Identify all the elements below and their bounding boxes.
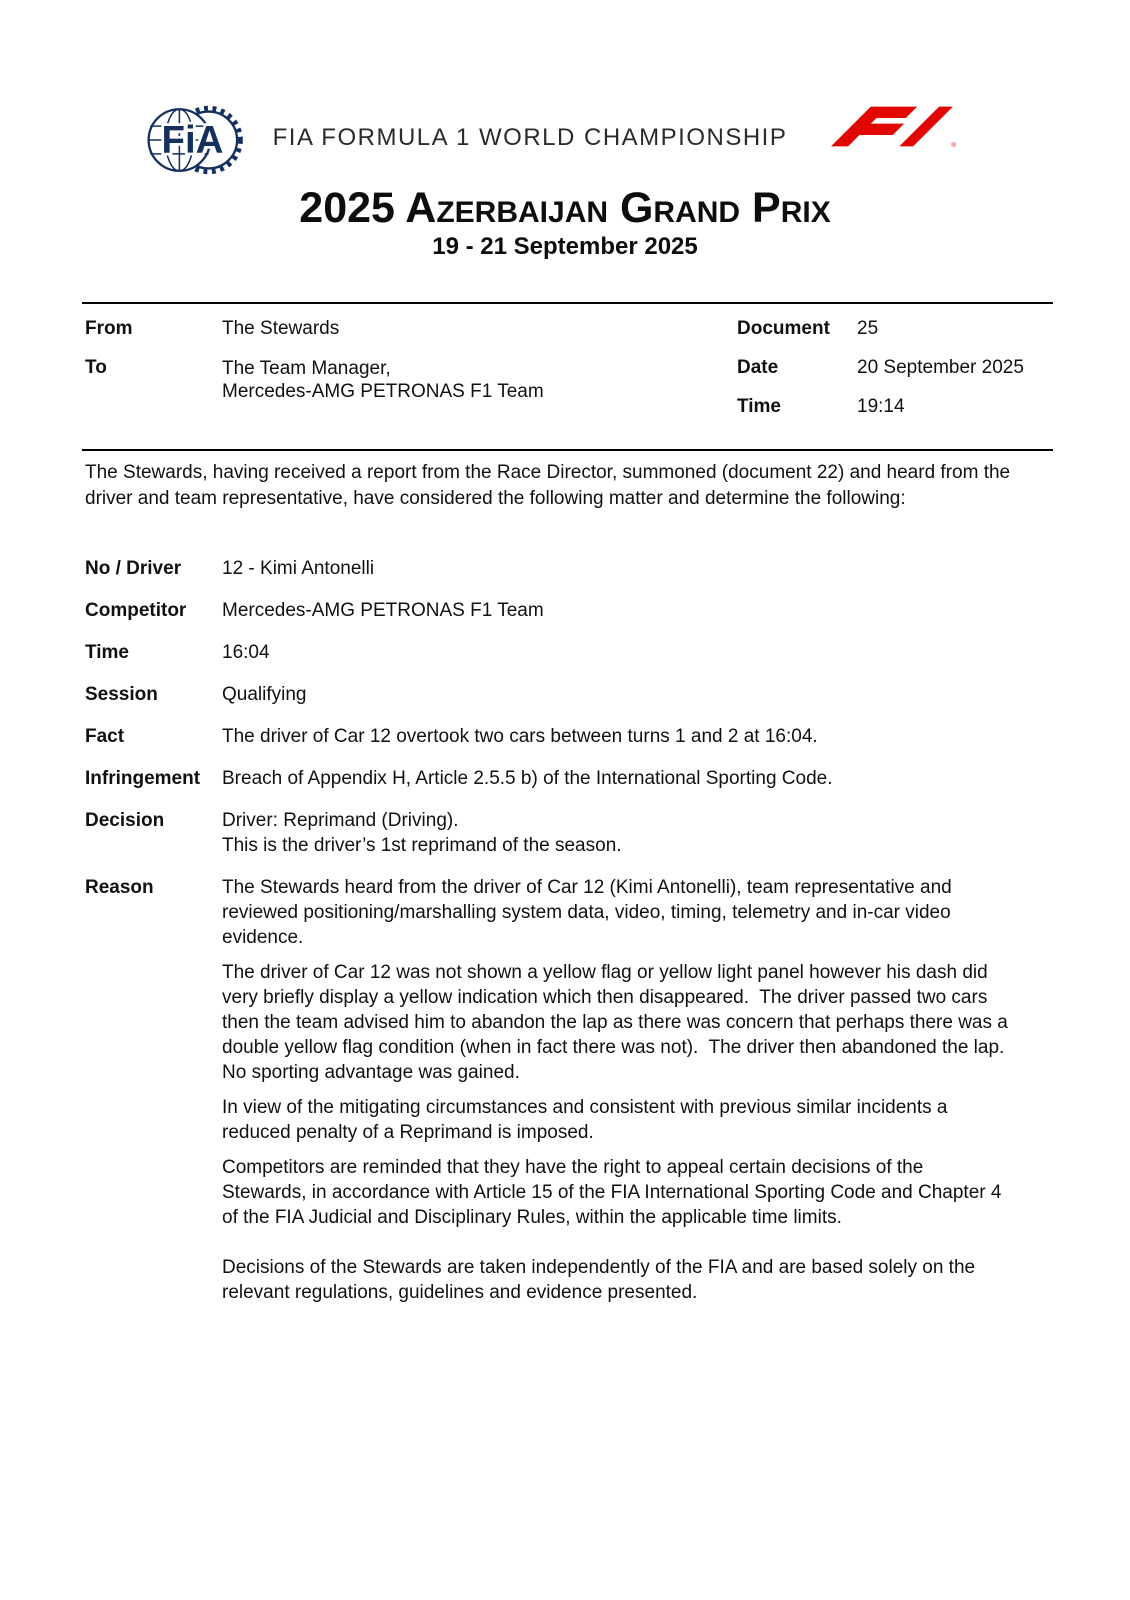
f1-logo-icon (831, 104, 957, 162)
date-label: Date (737, 357, 779, 378)
reason-paragraph-3: In view of the mitigating circumstances and consistent with previous similar incidents a reduced penalty of a Reprimand is imposed. (222, 1097, 953, 1143)
no-driver-label: No / Driver (85, 558, 182, 579)
divider-bottom (82, 449, 1053, 451)
decision-line-1: Driver: Reprimand (Driving). (222, 810, 459, 831)
to-label: To (85, 357, 107, 378)
decision-label: Decision (85, 810, 165, 831)
document-value: 25 (857, 318, 879, 339)
reason-paragraph-4: Competitors are reminded that they have the right to appeal certain decisions of the Stewards, in accordance with Article 15 of the FIA International Sporting Code and Chapter 4 of the FIA Judicial and Disciplinary Rules, within the applicable time limits. (222, 1157, 1007, 1228)
document-label: Document (737, 318, 830, 339)
to-value (222, 357, 544, 403)
fia-logo-icon (144, 90, 244, 190)
reason-paragraph-5: Decisions of the Stewards are taken independently of the FIA and are based solely on the relevant regulations, guidelines and evidence presented. (222, 1257, 981, 1303)
competitor-value: Mercedes-AMG PETRONAS F1 Team (222, 600, 544, 621)
competitor-label: Competitor (85, 600, 187, 621)
to-line-1: The Team Manager, (222, 358, 391, 379)
reason-paragraph-2: The driver of Car 12 was not shown a yellow flag or yellow light panel however his dash did very briefly display a yellow indication which then disappeared. The driver passed two cars then the team advised him to abandon the lap as there was concern that perhaps there was a double yellow flag condition (when in fact there was not). The driver then abandoned the lap. No sporting advantage was gained. (222, 962, 1015, 1083)
no-driver-value: 12 - Kimi Antonelli (222, 558, 375, 579)
date-value: 20 September 2025 (857, 357, 1024, 378)
registered-mark: ® (951, 142, 957, 149)
reason-value (222, 875, 1013, 1315)
to-line-2: Mercedes-AMG PETRONAS F1 Team (222, 381, 544, 402)
reason-label: Reason (85, 877, 154, 898)
fact-label: Fact (85, 726, 125, 747)
decision-value (222, 808, 1013, 858)
meta-from-to (85, 318, 544, 403)
svg-text:FiA: FiA (161, 119, 224, 163)
session-value: Qualifying (222, 684, 307, 705)
championship-title: FIA FORMULA 1 WORLD CHAMPIONSHIP (272, 124, 788, 151)
time-value: 19:14 (857, 396, 905, 417)
decision-fields (85, 556, 1013, 1315)
time-field-value: 16:04 (222, 642, 270, 663)
divider-top (82, 302, 1053, 304)
decision-line-2: This is the driver’s 1st reprimand of the season. (222, 835, 622, 856)
fact-value: The driver of Car 12 overtook two cars between turns 1 and 2 at 16:04. (222, 726, 818, 747)
meta-doc-info (737, 318, 1024, 418)
intro-paragraph: The Stewards, having received a report from the Race Director, summoned (document 22) and heard from the driver and team representative, have considered the following matter and determine the following: (85, 462, 1011, 509)
time-field-label: Time (85, 642, 130, 663)
infringement-value: Breach of Appendix H, Article 2.5.5 b) of the International Sporting Code. (222, 768, 833, 789)
from-value: The Stewards (222, 318, 340, 339)
event-dates: 19 - 21 September 2025 (432, 233, 698, 260)
time-label: Time (737, 396, 782, 417)
event-title: 2025 Azerbaijan Grand Prix (299, 184, 831, 232)
infringement-label: Infringement (85, 768, 201, 789)
reason-paragraph-1: The Stewards heard from the driver of Car 12 (Kimi Antonelli), team representative and reviewed positioning/marshalling system data, video, timing, telemetry and in-car video evidence. (222, 877, 958, 948)
from-label: From (85, 318, 133, 339)
session-label: Session (85, 684, 158, 705)
